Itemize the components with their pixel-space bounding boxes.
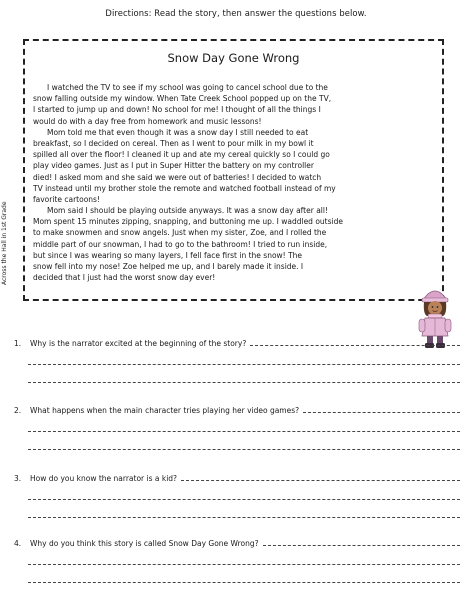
question-number: 3. [14,474,22,483]
story-line: died! I asked mom and she said we were out of batteries! I decided to watch [33,172,322,182]
story-title: Snow Day Gone Wrong [167,51,300,65]
story-line: middle part of our snowman, I had to go to the bathroom! I tried to run inside, [33,239,328,249]
story-line: favorite cartoons! [33,194,100,204]
question-number: 2. [14,406,22,415]
story-line: snow falling outside my window. When Tate Creek School popped up on the TV, [33,94,332,104]
question-text: How do you know the narrator is a kid? [30,474,178,483]
question-text: Why do you think this story is called Snow Day Gone Wrong? [30,539,259,548]
answer-line[interactable] [28,517,460,518]
story-line: I watched the TV to see if my school was going to cancel school due to the [47,83,328,92]
side-label: Across the Hall in 1st Grade [1,201,8,285]
answer-blank[interactable] [250,344,460,346]
story-line: TV instead until my brother stole the remote and watched football instead of my [33,183,336,193]
question-text: Why is the narrator excited at the beginning of the story? [30,339,247,348]
directions-text: Directions: Read the story, then answer the questions below. [105,8,367,18]
answer-blank[interactable] [263,544,460,546]
story-line: snow fell into my nose! Zoe helped me up, and I barely made it inside. I [33,262,304,271]
story-line: spilled all over the floor! I cleaned it up and ate my cereal quickly so I could go [33,150,330,160]
question-3 [14,471,460,521]
answer-line[interactable] [28,431,460,432]
question-4 [14,536,460,586]
answer-line[interactable] [28,582,460,583]
story-line: I started to jump up and down! No school for me! I thought of all the things I [33,105,321,115]
story-line: would do with a day free from homework and music lessons! [33,116,262,126]
story-body [33,82,440,283]
story-line: but since I was wearing so many layers, I fell face first in the snow! The [33,250,303,260]
answer-line[interactable] [28,449,460,450]
story-line: Mom told me that even though it was a snow day I still needed to eat [47,127,309,137]
question-number: 1. [14,339,22,348]
story-box [23,39,444,301]
question-1 [14,336,460,386]
answer-blank[interactable] [303,411,460,413]
story-line: to make snowmen and snow angels. Just when my sister, Zoe, and I rolled the [33,228,327,238]
answer-line[interactable] [28,364,460,365]
question-text: What happens when the main character tries playing her video games? [30,406,300,415]
answer-line[interactable] [28,564,460,565]
story-line: play video games. Just as I put in Super Hitter the battery on my controller [33,161,314,171]
story-line: decided that I just had the worst snow day ever! [33,273,216,283]
story-line: Mom spent 15 minutes zipping, snapping, and buttoning me up. I waddled outside [33,217,343,227]
story-line: Mom said I should be playing outside anyways. It was a snow day after all! [47,206,328,216]
question-2 [14,403,460,453]
answer-line[interactable] [28,382,460,383]
story-line: breakfast, so I decided on cereal. Then as I went to pour milk in my bowl it [33,138,314,148]
question-number: 4. [14,539,22,548]
answer-line[interactable] [28,499,460,500]
answer-blank[interactable] [181,479,460,481]
